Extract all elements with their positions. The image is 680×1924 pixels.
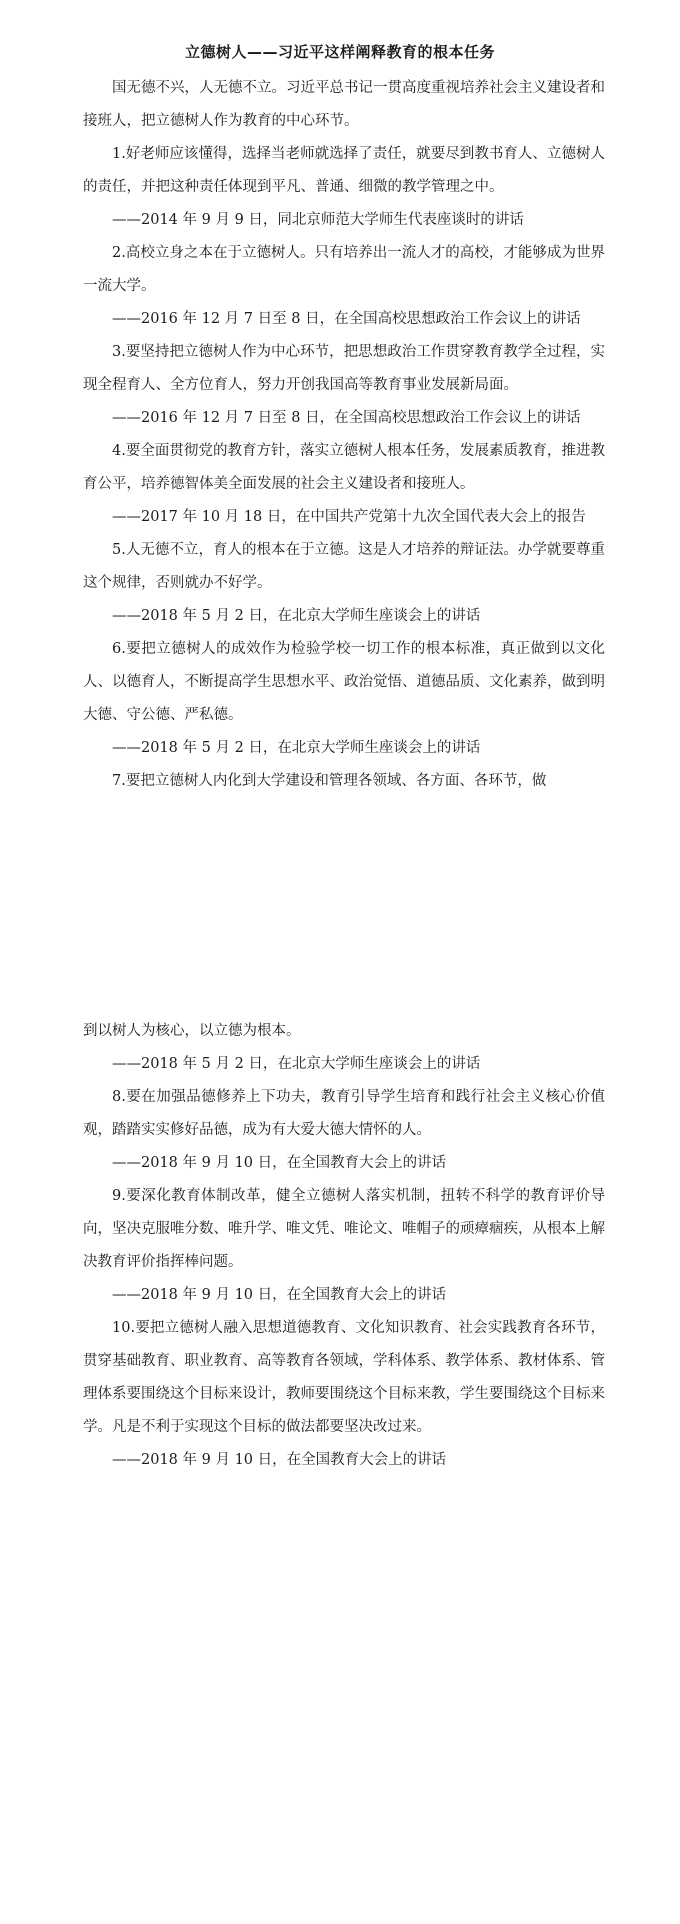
article-title: 立德树人——习近平这样阐释教育的根本任务	[184, 43, 495, 61]
quote-10-source: ——2018 年 9 月 10 日，在全国教育大会上的讲话	[112, 1452, 447, 1468]
quote-9-text: 9.要深化教育体制改革，健全立德树人落实机制，扭转不科学的教育评价导向，坚决克服唯分数、唯升学、唯文凭、唯论文、唯帽子的顽瘴痼疾，从根本上解决教育评价指挥棒问题。	[83, 1188, 605, 1270]
quote-7-text-part-2: 到以树人为核心，以立德为根本。	[83, 1023, 301, 1039]
quote-1-source: ——2014 年 9 月 9 日，同北京师范大学师生代表座谈时的讲话	[112, 212, 524, 228]
quote-3-text: 3.要坚持把立德树人作为中心环节，把思想政治工作贯穿教育教学全过程，实现全程育人、全方位育人，努力开创我国高等教育事业发展新局面。	[83, 344, 605, 393]
quote-4-text: 4.要全面贯彻党的教育方针，落实立德树人根本任务，发展素质教育，推进教育公平，培养德智体美全面发展的社会主义建设者和接班人。	[83, 443, 605, 492]
intro-paragraph: 国无德不兴，人无德不立。习近平总书记一贯高度重视培养社会主义建设者和接班人，把立德树人作为教育的中心环节。	[83, 80, 605, 129]
quote-5-source: ——2018 年 5 月 2 日，在北京大学师生座谈会上的讲话	[112, 608, 481, 624]
quote-8-text: 8.要在加强品德修养上下功夫，教育引导学生培育和践行社会主义核心价值观，踏踏实实修好品德，成为有大爱大德大情怀的人。	[83, 1089, 605, 1138]
quote-10-text: 10.要把立德树人融入思想道德教育、文化知识教育、社会实践教育各环节，贯穿基础教育、职业教育、高等教育各领域，学科体系、教学体系、教材体系、管理体系要围绕这个目标来设计，教师要围绕这个目标来教，学生要围绕这个目标来学。凡是不利于实现这个目标的做法都要坚决改过来。	[83, 1320, 605, 1435]
quote-3-source: ——2016 年 12 月 7 日至 8 日，在全国高校思想政治工作会议上的讲话	[112, 410, 581, 426]
quote-2-source: ——2016 年 12 月 7 日至 8 日，在全国高校思想政治工作会议上的讲话	[112, 311, 581, 327]
quote-9-source: ——2018 年 9 月 10 日，在全国教育大会上的讲话	[112, 1287, 447, 1303]
quote-4-source: ——2017 年 10 月 18 日，在中国共产党第十九次全国代表大会上的报告	[112, 509, 586, 525]
article-body-part-2	[83, 1015, 605, 1477]
quote-1-text: 1.好老师应该懂得，选择当老师就选择了责任，就要尽到教书育人、立德树人的责任，并把这种责任体现到平凡、普通、细微的教学管理之中。	[83, 146, 605, 195]
quote-7-text-part-1: 7.要把立德树人内化到大学建设和管理各领域、各方面、各环节，做	[112, 773, 547, 789]
quote-6-text: 6.要把立德树人的成效作为检验学校一切工作的根本标准，真正做到以文化人、以德育人，不断提高学生思想水平、政治觉悟、道德品质、文化素养，做到明大德、守公德、严私德。	[83, 641, 605, 723]
quote-8-source: ——2018 年 9 月 10 日，在全国教育大会上的讲话	[112, 1155, 447, 1171]
quote-2-text: 2.高校立身之本在于立德树人。只有培养出一流人才的高校，才能够成为世界一流大学。	[83, 245, 605, 294]
quote-5-text: 5.人无德不立，育人的根本在于立德。这是人才培养的辩证法。办学就要尊重这个规律，否则就办不好学。	[83, 542, 605, 591]
article-body-part-1	[83, 72, 605, 798]
quote-7-source: ——2018 年 5 月 2 日，在北京大学师生座谈会上的讲话	[112, 1056, 481, 1072]
quote-6-source: ——2018 年 5 月 2 日，在北京大学师生座谈会上的讲话	[112, 740, 481, 756]
